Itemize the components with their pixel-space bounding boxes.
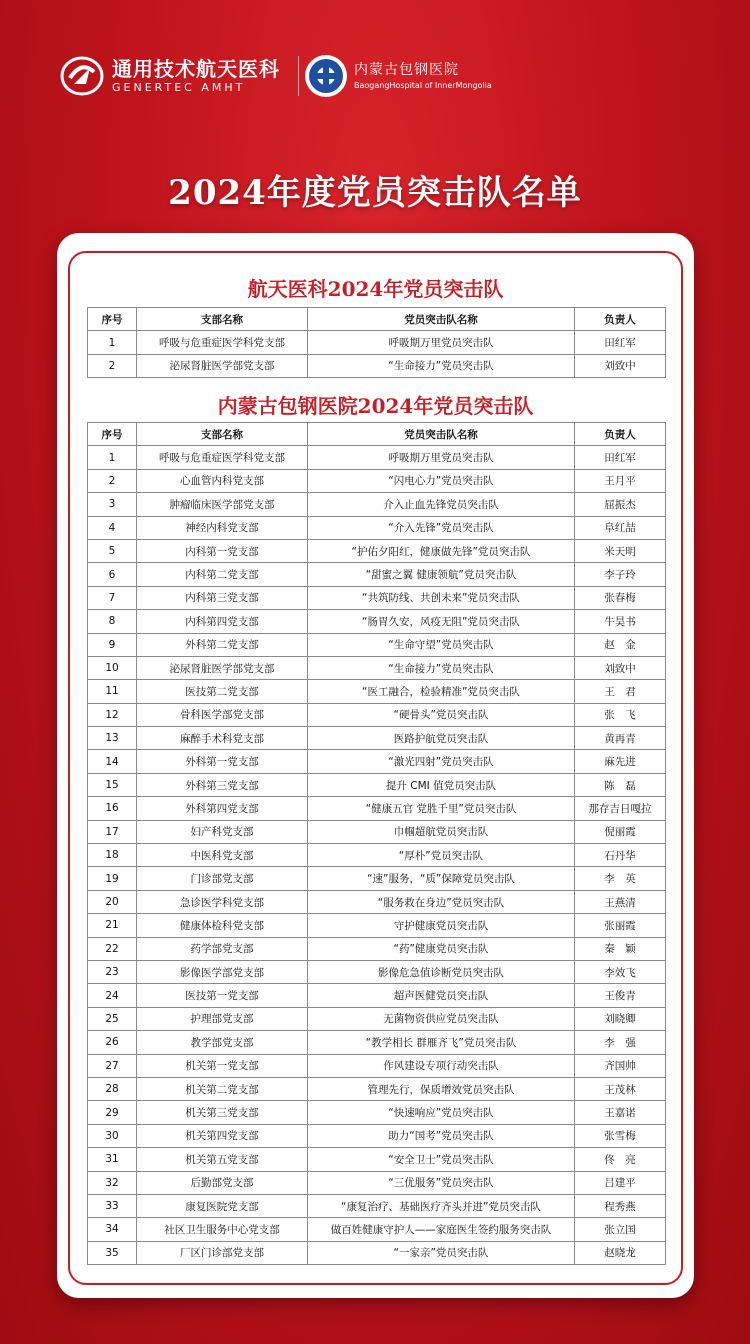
cell-team: 巾帼超航党员突击队 — [308, 820, 575, 843]
baogang-logo-cn: 内蒙古包钢医院 — [354, 62, 459, 78]
cell-index: 3 — [88, 493, 137, 516]
col-header-team: 党员突击队名称 — [308, 308, 575, 331]
cell-team: “药”健康党员突击队 — [308, 937, 575, 960]
table-row — [88, 1241, 666, 1264]
cell-team: “快速响应”党员突击队 — [308, 1101, 575, 1124]
cell-leader: 田红军 — [575, 331, 666, 354]
cell-index: 31 — [88, 1148, 137, 1171]
table-row — [88, 727, 666, 750]
cell-index: 24 — [88, 984, 137, 1007]
cell-branch: 呼吸与危重症医学科党支部 — [137, 331, 308, 354]
cell-leader: 王嘉诺 — [575, 1101, 666, 1124]
cell-branch: 神经内科党支部 — [137, 516, 308, 539]
cell-index: 22 — [88, 937, 137, 960]
cell-team: 超声医健党员突击队 — [308, 984, 575, 1007]
cell-index: 1 — [88, 331, 137, 354]
cell-team: “一家亲”党员突击队 — [308, 1241, 575, 1264]
page-title: 2024年度党员突击队名单 — [168, 173, 582, 213]
cell-index: 11 — [88, 680, 137, 703]
cell-index: 2 — [88, 354, 137, 377]
cell-branch: 心血管内科党支部 — [137, 469, 308, 492]
cell-index: 19 — [88, 867, 137, 890]
col-header-leader: 负责人 — [575, 308, 666, 331]
table-row — [88, 797, 666, 820]
table-row — [88, 844, 666, 867]
cell-leader: 阜红喆 — [575, 516, 666, 539]
cell-team: “生命接力”党员突击队 — [308, 656, 575, 679]
table-row — [88, 331, 666, 354]
cell-leader: 石丹华 — [575, 844, 666, 867]
cell-branch: 教学部党支部 — [137, 1031, 308, 1054]
cell-leader: 那存吉日嘎拉 — [575, 797, 666, 820]
cell-branch: 机关第五党支部 — [137, 1148, 308, 1171]
col-header-branch: 支部名称 — [137, 423, 308, 446]
cell-team: “厚朴”党员突击队 — [308, 844, 575, 867]
table-row — [88, 633, 666, 656]
cell-branch: 外科第一党支部 — [137, 750, 308, 773]
cell-team: “激光四射”党员突击队 — [308, 750, 575, 773]
cell-branch: 门诊部党支部 — [137, 867, 308, 890]
cell-leader: 黄再青 — [575, 727, 666, 750]
cell-team: 做百姓健康守护人——家庭医生签约服务突击队 — [308, 1218, 575, 1241]
cell-team: 医路护航党员突击队 — [308, 727, 575, 750]
cell-team: “生命接力”党员突击队 — [308, 354, 575, 377]
genertec-logo — [60, 52, 280, 100]
cell-index: 10 — [88, 656, 137, 679]
cell-team: “硬骨头”党员突击队 — [308, 703, 575, 726]
cell-leader: 张 飞 — [575, 703, 666, 726]
cell-branch: 医技第二党支部 — [137, 680, 308, 703]
cell-index: 25 — [88, 1007, 137, 1030]
cell-leader: 屈振杰 — [575, 493, 666, 516]
genertec-logo-en: GENERTEC AMHT — [112, 81, 246, 94]
cell-branch: 机关第二党支部 — [137, 1077, 308, 1100]
cell-leader: 佟 亮 — [575, 1148, 666, 1171]
cell-branch: 肿瘤临床医学部党支部 — [137, 493, 308, 516]
cell-branch: 厂区门诊部党支部 — [137, 1241, 308, 1264]
table-row — [88, 703, 666, 726]
col-header-index: 序号 — [88, 308, 137, 331]
cell-team: 助力“国考”党员突击队 — [308, 1124, 575, 1147]
cell-index: 18 — [88, 844, 137, 867]
cell-team: “服务救在身边”党员突击队 — [308, 890, 575, 913]
cell-index: 26 — [88, 1031, 137, 1054]
cell-leader: 陈 磊 — [575, 773, 666, 796]
cell-leader: 刘致中 — [575, 354, 666, 377]
cell-index: 29 — [88, 1101, 137, 1124]
cell-team: 作风建设专项行动突击队 — [308, 1054, 575, 1077]
table-row — [88, 773, 666, 796]
cell-index: 21 — [88, 914, 137, 937]
table-row — [88, 1077, 666, 1100]
cell-team: “护佑夕阳红，健康做先锋”党员突击队 — [308, 539, 575, 562]
cell-branch: 麻醉手术科党支部 — [137, 727, 308, 750]
cell-team: “介入先锋”党员突击队 — [308, 516, 575, 539]
cell-index: 13 — [88, 727, 137, 750]
baogang-logo — [304, 50, 492, 102]
cell-leader: 王俊青 — [575, 984, 666, 1007]
cell-leader: 王 君 — [575, 680, 666, 703]
cell-branch: 机关第一党支部 — [137, 1054, 308, 1077]
cell-branch: 医技第一党支部 — [137, 984, 308, 1007]
cell-branch: 健康体检科党支部 — [137, 914, 308, 937]
section-title-amht: 航天医科2024年党员突击队 — [247, 277, 504, 301]
cell-branch: 内科第一党支部 — [137, 539, 308, 562]
cell-team: “康复治疗、基础医疗齐头并进”党员突击队 — [308, 1194, 575, 1217]
cell-branch: 外科第四党支部 — [137, 797, 308, 820]
cell-leader: 田红军 — [575, 446, 666, 469]
cell-index: 28 — [88, 1077, 137, 1100]
table-row — [88, 354, 666, 377]
cell-branch: 外科第二党支部 — [137, 633, 308, 656]
cell-team: 呼吸期万里党员突击队 — [308, 446, 575, 469]
cell-index: 4 — [88, 516, 137, 539]
cell-branch: 药学部党支部 — [137, 937, 308, 960]
table-row — [88, 890, 666, 913]
cell-team: “甜蜜之翼 健康领航”党员突击队 — [308, 563, 575, 586]
genertec-logo-icon — [60, 54, 104, 98]
cell-team: 无菌物资供应党员突击队 — [308, 1007, 575, 1030]
cell-team: “安全卫士”党员突击队 — [308, 1148, 575, 1171]
cell-index: 7 — [88, 586, 137, 609]
table-row — [88, 563, 666, 586]
baogang-logo-icon — [304, 54, 348, 98]
cell-team: “肠胃久安，风疫无阻”党员突击队 — [308, 610, 575, 633]
cell-branch: 外科第三党支部 — [137, 773, 308, 796]
table-row — [88, 937, 666, 960]
cell-branch: 呼吸与危重症医学科党支部 — [137, 446, 308, 469]
cell-index: 12 — [88, 703, 137, 726]
col-header-leader: 负责人 — [575, 423, 666, 446]
cell-branch: 妇产科党支部 — [137, 820, 308, 843]
cell-branch: 骨科医学部党支部 — [137, 703, 308, 726]
table-row — [88, 1101, 666, 1124]
cell-team: “教学相长 群雁齐飞”党员突击队 — [308, 1031, 575, 1054]
cell-leader: 李子玲 — [575, 563, 666, 586]
cell-team: 呼吸期万里党员突击队 — [308, 331, 575, 354]
table-row — [88, 493, 666, 516]
table-row — [88, 1218, 666, 1241]
cell-team: 影像危急值诊断党员突击队 — [308, 960, 575, 983]
cell-index: 35 — [88, 1241, 137, 1264]
table-row — [88, 1171, 666, 1194]
table-row — [88, 1054, 666, 1077]
table-amht — [87, 307, 666, 378]
cell-branch: 泌尿肾脏医学部党支部 — [137, 354, 308, 377]
cell-index: 9 — [88, 633, 137, 656]
table-row — [88, 1124, 666, 1147]
cell-leader: 张雪梅 — [575, 1124, 666, 1147]
cell-leader: 张丽霞 — [575, 914, 666, 937]
cell-leader: 麻先进 — [575, 750, 666, 773]
cell-team: “生命守望”党员突击队 — [308, 633, 575, 656]
table-row — [88, 469, 666, 492]
cell-leader: 王燕清 — [575, 890, 666, 913]
cell-team: “闪电心力”党员突击队 — [308, 469, 575, 492]
cell-leader: 倪丽霞 — [575, 820, 666, 843]
cell-leader: 张春梅 — [575, 586, 666, 609]
cell-team: 提升 CMI 值党员突击队 — [308, 773, 575, 796]
cell-leader: 李 强 — [575, 1031, 666, 1054]
cell-index: 34 — [88, 1218, 137, 1241]
logo-divider — [298, 56, 299, 96]
cell-team: “三优服务”党员突击队 — [308, 1171, 575, 1194]
cell-index: 6 — [88, 563, 137, 586]
cell-branch: 泌尿肾脏医学部党支部 — [137, 656, 308, 679]
cell-index: 17 — [88, 820, 137, 843]
table-row — [88, 680, 666, 703]
col-header-index: 序号 — [88, 423, 137, 446]
table-row — [88, 984, 666, 1007]
cell-index: 8 — [88, 610, 137, 633]
cell-index: 33 — [88, 1194, 137, 1217]
table-header — [88, 423, 666, 446]
cell-index: 32 — [88, 1171, 137, 1194]
table-baogang — [87, 422, 666, 1265]
cell-index: 15 — [88, 773, 137, 796]
table-row — [88, 446, 666, 469]
cell-leader: 李 英 — [575, 867, 666, 890]
cell-team: “健康五官 党胜千里”党员突击队 — [308, 797, 575, 820]
cell-team: 管理先行，保质增效党员突击队 — [308, 1077, 575, 1100]
table-row — [88, 1007, 666, 1030]
cell-branch: 内科第三党支部 — [137, 586, 308, 609]
table-row — [88, 586, 666, 609]
cell-branch: 内科第四党支部 — [137, 610, 308, 633]
cell-leader: 王月平 — [575, 469, 666, 492]
genertec-logo-cn: 通用技术航天医科 — [112, 57, 280, 81]
cell-leader: 程秀燕 — [575, 1194, 666, 1217]
cell-branch: 后勤部党支部 — [137, 1171, 308, 1194]
cell-index: 27 — [88, 1054, 137, 1077]
cell-leader: 米天明 — [575, 539, 666, 562]
table-row — [88, 867, 666, 890]
col-header-team: 党员突击队名称 — [308, 423, 575, 446]
col-header-branch: 支部名称 — [137, 308, 308, 331]
cell-branch: 内科第二党支部 — [137, 563, 308, 586]
cell-team: “速”服务，“质”保障党员突击队 — [308, 867, 575, 890]
section-title-baogang: 内蒙古包钢医院2024年党员突击队 — [217, 394, 534, 418]
table-row — [88, 750, 666, 773]
table-row — [88, 1031, 666, 1054]
table-row — [88, 914, 666, 937]
baogang-logo-en: BaogangHospital of InnerMongolia — [354, 81, 492, 90]
table-row — [88, 960, 666, 983]
table-row — [88, 656, 666, 679]
cell-index: 5 — [88, 539, 137, 562]
cell-leader: 刘致中 — [575, 656, 666, 679]
cell-branch: 机关第四党支部 — [137, 1124, 308, 1147]
cell-branch: 影像医学部党支部 — [137, 960, 308, 983]
cell-branch: 机关第三党支部 — [137, 1101, 308, 1124]
cell-index: 30 — [88, 1124, 137, 1147]
table-row — [88, 820, 666, 843]
cell-leader: 刘晓卿 — [575, 1007, 666, 1030]
table-row — [88, 1148, 666, 1171]
cell-leader: 吕建平 — [575, 1171, 666, 1194]
cell-branch: 康复医院党支部 — [137, 1194, 308, 1217]
list-card — [57, 233, 694, 1298]
cell-index: 20 — [88, 890, 137, 913]
table-row — [88, 539, 666, 562]
table-header — [88, 308, 666, 331]
cell-index: 14 — [88, 750, 137, 773]
cell-leader: 齐国帅 — [575, 1054, 666, 1077]
cell-leader: 李效飞 — [575, 960, 666, 983]
cell-leader: 秦 颖 — [575, 937, 666, 960]
cell-branch: 中医科党支部 — [137, 844, 308, 867]
table-row — [88, 1194, 666, 1217]
cell-branch: 护理部党支部 — [137, 1007, 308, 1030]
cell-team: “共筑防线、共创未来”党员突击队 — [308, 586, 575, 609]
cell-team: 守护健康党员突击队 — [308, 914, 575, 937]
cell-leader: 牛昊书 — [575, 610, 666, 633]
bottom-band — [0, 1298, 750, 1344]
cell-leader: 王茂林 — [575, 1077, 666, 1100]
header — [0, 0, 750, 230]
cell-index: 1 — [88, 446, 137, 469]
cell-index: 16 — [88, 797, 137, 820]
cell-team: “医工融合，检验精准”党员突击队 — [308, 680, 575, 703]
cell-team: 介入止血先锋党员突击队 — [308, 493, 575, 516]
cell-leader: 赵 金 — [575, 633, 666, 656]
cell-branch: 社区卫生服务中心党支部 — [137, 1218, 308, 1241]
cell-branch: 急诊医学科党支部 — [137, 890, 308, 913]
cell-leader: 张立国 — [575, 1218, 666, 1241]
cell-leader: 赵晓龙 — [575, 1241, 666, 1264]
table-row — [88, 610, 666, 633]
cell-index: 23 — [88, 960, 137, 983]
table-row — [88, 516, 666, 539]
cell-index: 2 — [88, 469, 137, 492]
